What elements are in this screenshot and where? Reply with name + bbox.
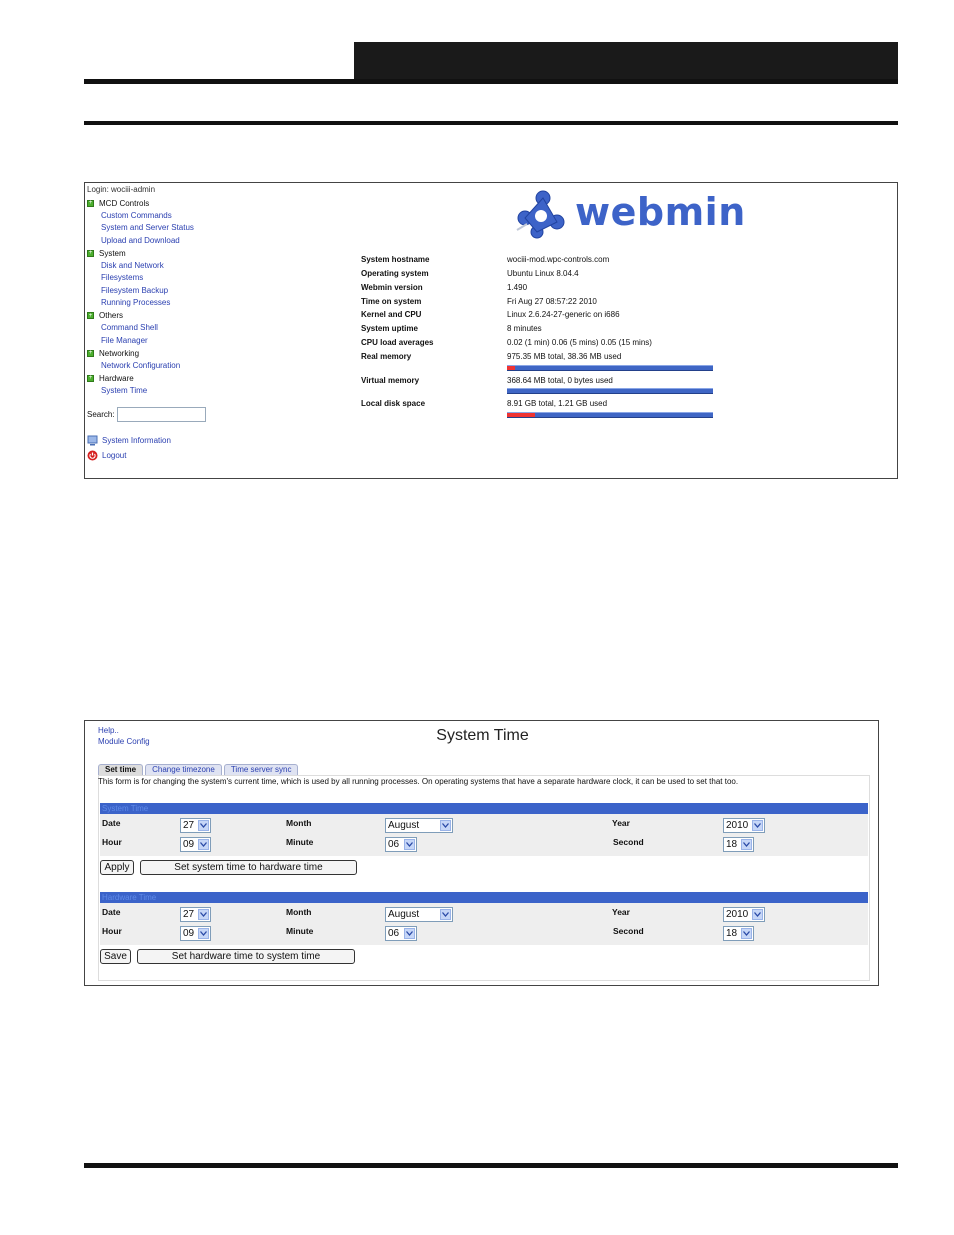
page-title: System Time	[436, 727, 529, 744]
chevron-down-icon	[198, 839, 209, 850]
form-description: This form is for changing the system's current time, which is used by all running processes. On operating systems that have a separate hardware clock, it can be used to set that too.	[98, 777, 739, 786]
tab-change-timezone[interactable]: Change timezone	[145, 764, 222, 775]
category-label: Others	[99, 311, 124, 321]
category-others[interactable]	[87, 310, 317, 323]
year-select[interactable]	[723, 907, 765, 922]
info-label: Real memory	[361, 352, 412, 361]
info-value: 975.35 MB total, 38.36 MB used	[507, 352, 622, 361]
nav-link-system-server-status[interactable]: System and Server Status	[101, 223, 194, 232]
local-disk-usage-fill	[507, 413, 535, 417]
webmin-main-screenshot	[84, 182, 898, 479]
info-value: 1.490	[507, 283, 528, 292]
date-value: 27	[183, 820, 195, 831]
left-navigation	[87, 185, 317, 463]
info-label: Operating system	[361, 269, 429, 278]
logout-link[interactable]	[87, 447, 317, 463]
category-toggle-icon: +	[88, 200, 93, 207]
hardware-time-section	[100, 892, 868, 945]
nav-link-running-processes[interactable]: Running Processes	[101, 298, 171, 307]
date-select[interactable]	[180, 818, 211, 833]
chevron-down-icon	[752, 909, 763, 920]
category-label: MCD Controls	[99, 198, 150, 208]
info-label: Kernel and CPU	[361, 310, 422, 319]
second-select[interactable]	[723, 837, 754, 852]
logout-label: Logout	[102, 450, 127, 460]
system-time-section	[100, 803, 868, 856]
nav-link-disk-network[interactable]: Disk and Network	[101, 260, 164, 270]
second-value: 18	[726, 839, 738, 850]
category-toggle-icon: +	[88, 250, 93, 257]
chevron-down-icon	[198, 820, 209, 831]
chevron-down-icon	[198, 928, 209, 939]
info-label: Virtual memory	[361, 376, 420, 385]
section-rule	[84, 121, 898, 125]
chevron-down-icon	[741, 839, 752, 850]
year-label: Year	[612, 907, 630, 917]
date-select[interactable]	[180, 907, 211, 922]
header-rule	[84, 79, 898, 84]
category-networking[interactable]	[87, 347, 317, 360]
system-information-icon	[87, 435, 98, 446]
chevron-down-icon	[404, 928, 415, 939]
info-label: Time on system	[361, 297, 422, 306]
set-hardware-time-to-system-button[interactable]: Set hardware time to system time	[137, 949, 355, 964]
power-icon	[87, 450, 98, 461]
minute-value: 06	[388, 839, 400, 850]
hour-value: 09	[183, 928, 195, 939]
system-time-screenshot	[84, 720, 879, 986]
hour-select[interactable]	[180, 837, 211, 852]
set-system-time-to-hardware-button[interactable]: Set system time to hardware time	[140, 860, 357, 875]
chevron-down-icon	[440, 820, 451, 831]
system-information-label: System Information	[102, 435, 171, 445]
month-select[interactable]	[385, 818, 453, 833]
category-hardware[interactable]	[87, 372, 317, 385]
info-value: 368.64 MB total, 0 bytes used	[507, 376, 613, 385]
month-value: August	[388, 820, 420, 831]
section-body	[100, 814, 868, 856]
info-label: System uptime	[361, 324, 418, 333]
category-label: System	[99, 248, 126, 258]
info-label: Local disk space	[361, 399, 426, 408]
real-memory-usage-bar	[507, 365, 713, 371]
info-value: Linux 2.6.24-27-generic on i686	[507, 310, 620, 319]
info-label: CPU load averages	[361, 338, 434, 347]
minute-select[interactable]	[385, 837, 417, 852]
search-label: Search:	[87, 409, 115, 419]
second-label: Second	[613, 837, 644, 847]
category-label: Hardware	[99, 373, 134, 383]
save-button[interactable]: Save	[100, 949, 131, 964]
minute-label: Minute	[286, 926, 314, 936]
apply-button[interactable]: Apply	[100, 860, 134, 875]
minute-value: 06	[388, 928, 400, 939]
year-select[interactable]	[723, 818, 765, 833]
hour-value: 09	[183, 839, 195, 850]
date-label: Date	[102, 818, 121, 828]
minute-select[interactable]	[385, 926, 417, 941]
help-link[interactable]: Help..	[98, 726, 119, 735]
month-select[interactable]	[385, 907, 453, 922]
chevron-down-icon	[752, 820, 763, 831]
webmin-logo-text: webmin	[575, 190, 746, 234]
system-information-link[interactable]	[87, 433, 317, 447]
header-bar	[354, 42, 898, 79]
search-input[interactable]	[117, 407, 206, 422]
module-config-link[interactable]: Module Config	[98, 737, 150, 746]
footer-rule	[84, 1163, 898, 1168]
tab-set-time[interactable]: Set time	[98, 764, 143, 775]
nav-link-command-shell[interactable]: Command Shell	[101, 323, 158, 332]
info-label: Webmin version	[361, 283, 423, 292]
month-label: Month	[286, 818, 312, 828]
category-toggle-icon: +	[88, 312, 93, 319]
category-toggle-icon: +	[88, 350, 93, 357]
nav-link-filesystems[interactable]: Filesystems	[101, 273, 144, 282]
section-body	[100, 903, 868, 945]
month-label: Month	[286, 907, 312, 917]
chevron-down-icon	[440, 909, 451, 920]
hour-label: Hour	[102, 926, 122, 936]
nav-link-system-time[interactable]: System Time	[101, 385, 148, 395]
section-heading: System Time	[100, 803, 868, 814]
info-label: System hostname	[361, 255, 430, 264]
category-label: Networking	[99, 348, 140, 358]
date-label: Date	[102, 907, 121, 917]
second-value: 18	[726, 928, 738, 939]
info-value: wociii-mod.wpc-controls.com	[507, 255, 610, 264]
category-mcd-controls[interactable]	[87, 197, 317, 210]
nav-link-upload-download[interactable]: Upload and Download	[101, 235, 180, 245]
chevron-down-icon	[198, 909, 209, 920]
webmin-logo	[513, 184, 745, 246]
real-memory-usage-fill	[507, 366, 515, 370]
info-value: Fri Aug 27 08:57:22 2010	[507, 297, 597, 306]
info-value: 8.91 GB total, 1.21 GB used	[507, 399, 608, 408]
year-value: 2010	[726, 909, 749, 920]
hour-label: Hour	[102, 837, 122, 847]
virtual-memory-usage-bar	[507, 388, 713, 394]
nav-link-filesystem-backup[interactable]: Filesystem Backup	[101, 285, 169, 295]
minute-label: Minute	[286, 837, 314, 847]
hour-select[interactable]	[180, 926, 211, 941]
nav-link-file-manager[interactable]: File Manager	[101, 335, 148, 345]
login-label: Login: wociii-admin	[87, 185, 156, 194]
section-heading: Hardware Time	[100, 892, 868, 903]
year-value: 2010	[726, 820, 749, 831]
chevron-down-icon	[404, 839, 415, 850]
info-value: 0.02 (1 min) 0.06 (5 mins) 0.05 (15 mins)	[507, 338, 652, 347]
second-label: Second	[613, 926, 644, 936]
search-row	[87, 405, 317, 423]
category-toggle-icon: +	[88, 375, 93, 382]
second-select[interactable]	[723, 926, 754, 941]
month-value: August	[388, 909, 420, 920]
chevron-down-icon	[741, 928, 752, 939]
nav-link-custom-commands[interactable]: Custom Commands	[101, 210, 172, 220]
tab-bar	[98, 764, 300, 775]
info-value: Ubuntu Linux 8.04.4	[507, 269, 579, 278]
year-label: Year	[612, 818, 630, 828]
date-value: 27	[183, 909, 195, 920]
tab-time-server-sync[interactable]: Time server sync	[224, 764, 299, 775]
local-disk-usage-bar	[507, 412, 713, 418]
info-value: 8 minutes	[507, 324, 542, 333]
nav-link-network-configuration[interactable]: Network Configuration	[101, 360, 181, 370]
category-system[interactable]	[87, 247, 317, 260]
